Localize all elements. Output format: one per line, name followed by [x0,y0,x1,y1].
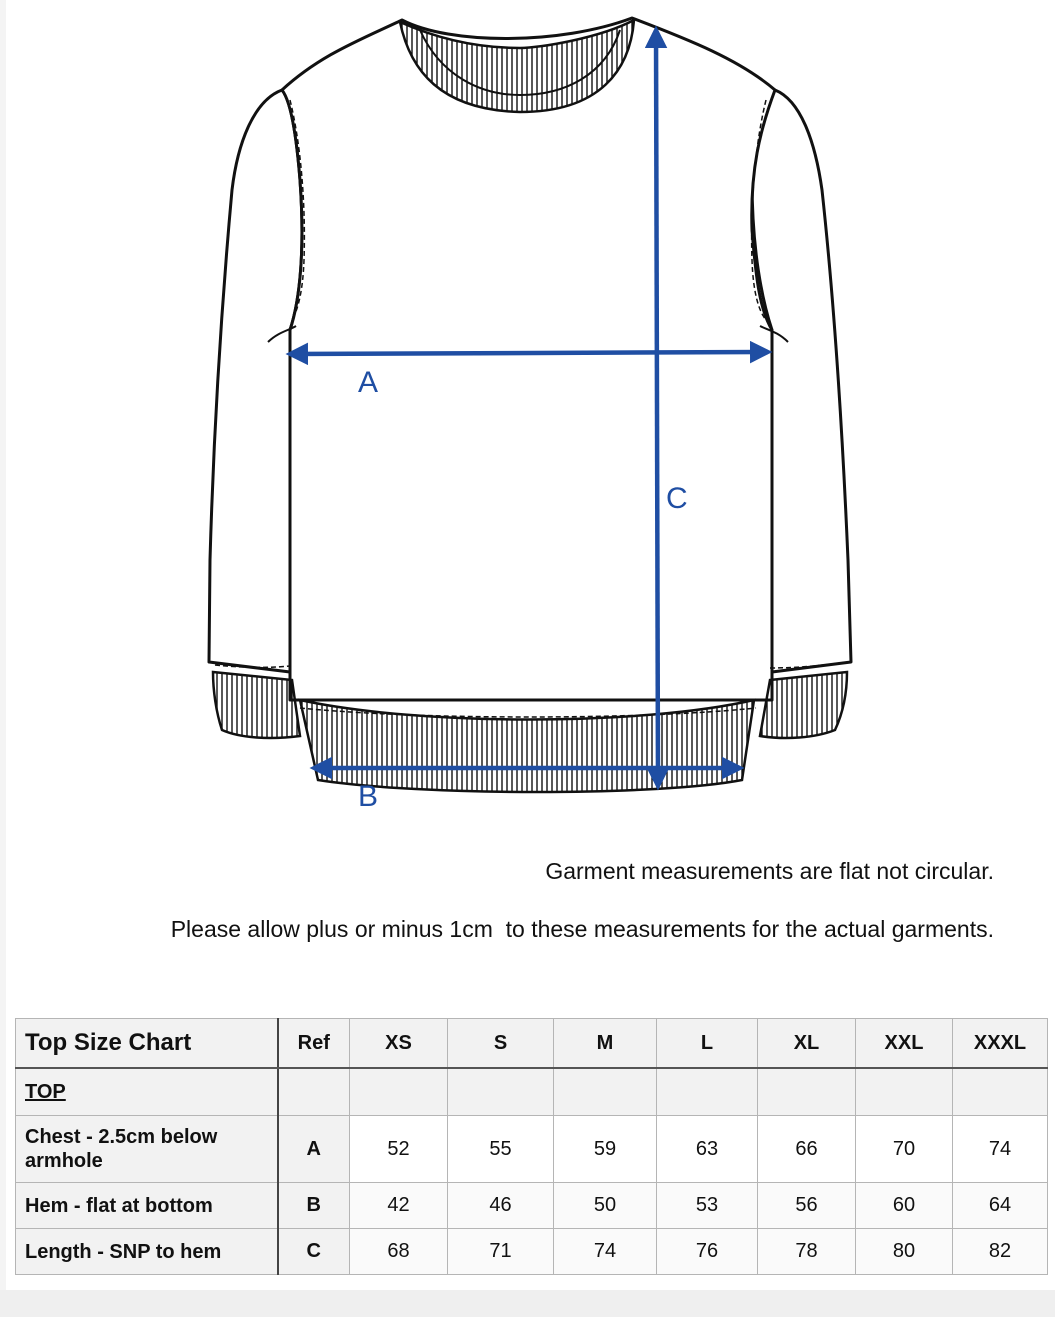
cell-value: 74 [554,1229,657,1275]
cell-value: 55 [448,1116,554,1183]
table-title: Top Size Chart [16,1019,278,1069]
empty-cell [278,1068,350,1116]
cell-value: 52 [350,1116,448,1183]
size-chart-table [15,1018,1048,1275]
cell-value: 80 [856,1229,953,1275]
cell-value: 82 [953,1229,1048,1275]
row-label: Length - SNP to hem [16,1229,278,1275]
row-label: Chest - 2.5cm below armhole [16,1116,278,1183]
cell-value: 63 [657,1116,758,1183]
torso [282,18,775,700]
row-ref: A [278,1116,350,1183]
size-header-xl: XL [758,1019,856,1069]
cell-value: 46 [448,1183,554,1229]
size-header-l: L [657,1019,758,1069]
right-cuff [760,672,847,738]
table-row [16,1183,1048,1229]
flat-measurement-note: Garment measurements are flat not circular. [545,858,994,884]
empty-cell [554,1068,657,1116]
row-label: Hem - flat at bottom [16,1183,278,1229]
cell-value: 74 [953,1116,1048,1183]
row-ref: C [278,1229,350,1275]
cell-value: 42 [350,1183,448,1229]
measure-line-c [656,30,658,786]
empty-cell [657,1068,758,1116]
waistband [300,700,754,792]
measure-line-a [290,352,768,354]
empty-cell [350,1068,448,1116]
sweatshirt-outline [209,18,851,700]
cell-value: 66 [758,1116,856,1183]
cell-value: 50 [554,1183,657,1229]
bottom-band [0,1290,1055,1317]
cell-value: 70 [856,1116,953,1183]
cell-value: 78 [758,1229,856,1275]
row-ref: B [278,1183,350,1229]
size-header-xxxl: XXXL [953,1019,1048,1069]
section-label: TOP [16,1068,278,1116]
cell-value: 60 [856,1183,953,1229]
empty-cell [856,1068,953,1116]
left-sleeve [209,90,302,672]
empty-cell [953,1068,1048,1116]
cell-value: 71 [448,1229,554,1275]
size-header-xs: XS [350,1019,448,1069]
cell-value: 64 [953,1183,1048,1229]
table-header-row [16,1019,1048,1069]
tolerance-note: Please allow plus or minus 1cm to these measurements for the actual garments. [170,916,994,942]
empty-cell [448,1068,554,1116]
measure-label-a: A [358,366,379,399]
cell-value: 56 [758,1183,856,1229]
table-row [16,1116,1048,1183]
cell-value: 53 [657,1183,758,1229]
section-row [16,1068,1048,1116]
size-header-xxl: XXL [856,1019,953,1069]
size-header-m: M [554,1019,657,1069]
size-header-s: S [448,1019,554,1069]
cell-value: 59 [554,1116,657,1183]
cell-value: 76 [657,1229,758,1275]
measure-label-c: C [666,482,688,515]
empty-cell [758,1068,856,1116]
cell-value: 68 [350,1229,448,1275]
measure-label-b: B [358,780,379,813]
left-cuff [213,672,300,738]
ref-header: Ref [278,1019,350,1069]
table-row [16,1229,1048,1275]
